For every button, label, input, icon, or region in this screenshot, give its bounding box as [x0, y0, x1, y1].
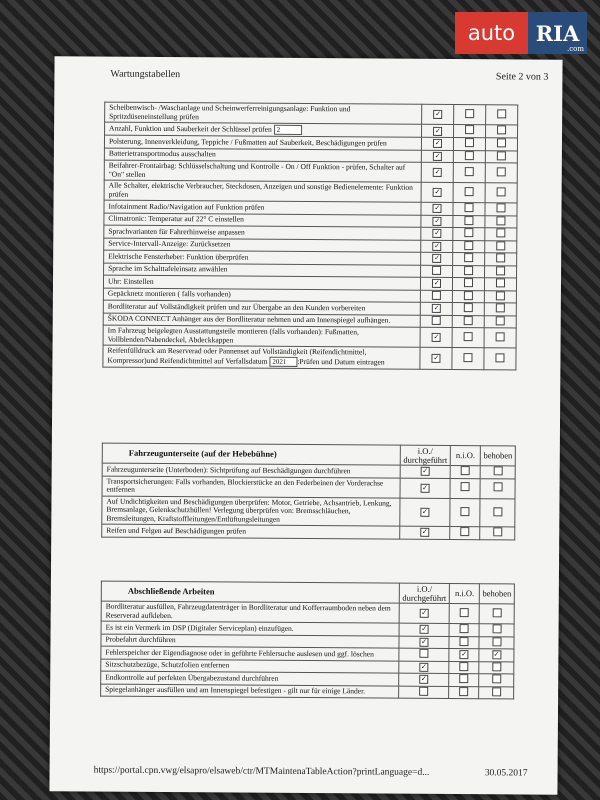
checkbox-cell [453, 278, 485, 291]
checkbox-cell [399, 661, 449, 674]
not-ok-checkbox[interactable] [460, 527, 469, 536]
logo-auto: auto [455, 12, 528, 54]
row-text: Spiegelanhänger ausfüllen und am Innenspiegel befestigen - gilt nur für einige Länder. [105, 684, 366, 696]
row-text: Anzahl, Funktion und Sauberkeit der Schlüssel prüfen [109, 123, 272, 134]
checkbox-cell [399, 603, 450, 623]
checkbox-cell [400, 498, 451, 527]
table-underbody [101, 443, 516, 540]
checkbox-cell [452, 348, 484, 370]
checkbox-cell [484, 328, 516, 348]
checkbox-cell [421, 277, 453, 290]
fixed-checkbox[interactable] [492, 662, 501, 671]
ok-checkbox[interactable] [420, 609, 429, 618]
checkbox-cell [485, 253, 517, 266]
checkbox-cell [453, 215, 485, 228]
checkbox-cell [479, 686, 514, 699]
not-ok-checkbox[interactable] [460, 650, 469, 659]
fixed-checkbox[interactable] [493, 507, 502, 516]
fixed-checkbox[interactable] [496, 228, 505, 237]
column-header: behoben [480, 446, 515, 466]
fixed-checkbox[interactable] [496, 332, 505, 341]
checkbox-cell [485, 215, 517, 228]
checkbox-cell [486, 105, 518, 125]
page-number: Seite 2 von 3 [495, 71, 549, 83]
checkbox-cell [449, 686, 479, 699]
checkbox-cell [453, 290, 485, 303]
not-ok-checkbox[interactable] [464, 241, 473, 250]
table-maintenance [102, 102, 518, 370]
not-ok-checkbox[interactable] [465, 187, 474, 196]
row-label [104, 180, 422, 202]
autoria-watermark-logo [455, 12, 587, 54]
table-row [103, 345, 516, 369]
checkbox-cell [449, 661, 479, 674]
column-header: i.O./ durchgeführt [400, 445, 451, 465]
value-input[interactable]: 2 [274, 125, 302, 135]
logo-ria [528, 12, 587, 54]
fixed-checkbox[interactable] [492, 608, 501, 617]
fixed-checkbox[interactable] [492, 687, 501, 696]
checkbox-cell [421, 215, 453, 228]
row-text: Service-Intervall-Anzeige: Zurücksetzen [108, 238, 231, 249]
checkbox-cell [453, 240, 485, 253]
row-text: Im Fahrzeug beigelegten Ausstattungsteile montieren (falls vorhanden): Fußmatten, Vollblenden/Nabendeckel, Abdeckkappen [107, 325, 359, 344]
ok-checkbox[interactable] [420, 528, 429, 537]
fixed-checkbox[interactable] [492, 624, 501, 633]
ok-checkbox[interactable] [433, 204, 442, 213]
checkbox-cell [480, 498, 515, 527]
checkbox-cell [486, 138, 518, 151]
row-label [104, 160, 422, 182]
row-text: Alle Schalter, elektrische Verbraucher, Steckdosen, Anzeigen und sonstige Bedienelemente: Funktion prüfen [108, 180, 413, 199]
fixed-checkbox[interactable] [496, 253, 505, 262]
row-text: Endkontrolle auf perfekten Übergabezustand durchführen [105, 672, 279, 683]
fixed-checkbox[interactable] [496, 266, 505, 275]
ok-checkbox[interactable] [432, 290, 441, 299]
checkbox-cell [479, 661, 514, 674]
checkbox-cell [422, 104, 454, 124]
table-row [102, 524, 515, 539]
fixed-checkbox[interactable] [497, 109, 506, 118]
row-text: Es ist ein Vermerk im DSP (Digitaler Serviceplan) einzufügen. [105, 622, 294, 633]
fixed-checkbox[interactable] [496, 353, 505, 362]
checkbox-cell [452, 328, 484, 348]
row-text: ŠKODA CONNECT Anhänger aus der Bordliteratur nehmen und am Innenspiegel aufhängen. [107, 313, 391, 325]
column-header: behoben [479, 584, 514, 604]
fixed-checkbox[interactable] [497, 138, 506, 147]
row-text: Elektrische Fensterheber: Funktion überprüfen [108, 251, 249, 262]
row-label [103, 325, 421, 347]
row-text: Beifahrer-Frontairbag: Schlüsselschaltung und Kontrolle - On / Off Funktion - prüfen, Schalter auf "On" stellen [108, 160, 406, 179]
checkbox-cell [479, 674, 514, 687]
checkbox-cell [400, 465, 450, 478]
not-ok-checkbox[interactable] [464, 278, 473, 287]
table-final-work [100, 581, 515, 700]
footer-url: https://portal.cpn.vwg/elsapro/elsaweb/ctr/MTMaintenaTableAction?printLanguage=d... [93, 765, 430, 778]
checkbox-cell [485, 278, 517, 291]
not-ok-checkbox[interactable] [465, 203, 474, 212]
checkbox-cell [484, 290, 516, 303]
column-header: n.i.O. [450, 584, 480, 604]
checkbox-cell [450, 466, 480, 479]
checkbox-cell [422, 150, 454, 163]
checkbox-cell [399, 648, 449, 661]
row-text: Reifen und Felgen auf Beschädigungen prüfen [106, 525, 247, 536]
checkbox-cell [449, 624, 479, 637]
row-text: Bordliteratur auf Vollständigkeit prüfen und zur Übergabe an den Kunden vorbereiten [107, 301, 366, 312]
checkbox-cell [453, 183, 485, 203]
ok-checkbox[interactable] [433, 229, 442, 238]
row-text: Scheibenwisch- /Waschanlage und Scheinwerferreinigungsanlage: Funktion und Spritzdüseneinstellung prüfen [109, 102, 351, 121]
fixed-checkbox[interactable] [496, 303, 505, 312]
row-label [101, 601, 399, 623]
ok-checkbox[interactable] [419, 649, 428, 658]
not-ok-checkbox[interactable] [464, 332, 473, 341]
checkbox-cell [453, 163, 485, 183]
row-text: Probefahrt durchführen [105, 634, 176, 645]
section-title: Fahrzeugunterseite (auf der Hebebühne) [102, 443, 400, 465]
checkbox-cell [454, 138, 486, 151]
checkbox-cell [484, 348, 516, 370]
fixed-checkbox[interactable] [492, 637, 501, 646]
not-ok-checkbox[interactable] [465, 125, 474, 134]
ok-checkbox[interactable] [419, 686, 428, 695]
ok-checkbox[interactable] [433, 152, 442, 161]
checkbox-cell [400, 478, 451, 498]
checkbox-cell [421, 182, 453, 202]
checkbox-cell [420, 327, 452, 347]
checkbox-cell [422, 124, 454, 137]
checkbox-cell [485, 265, 517, 278]
column-header: i.O./ durchgeführt [399, 583, 450, 603]
ok-checkbox[interactable] [421, 483, 430, 492]
not-ok-checkbox[interactable] [459, 662, 468, 671]
ok-checkbox[interactable] [420, 638, 429, 647]
fixed-checkbox[interactable] [493, 483, 502, 492]
ok-checkbox[interactable] [421, 467, 430, 476]
row-label [105, 102, 423, 124]
row-label [101, 684, 399, 699]
fixed-checkbox[interactable] [496, 216, 505, 225]
fixed-checkbox[interactable] [496, 241, 505, 250]
row-text: Transportsicherungen: Falls vorhanden, Blockierstücke an den Federbeinen der Vorderachse entfernen [106, 476, 384, 494]
fixed-checkbox[interactable] [492, 651, 501, 660]
checkbox-cell [453, 303, 485, 316]
value-input[interactable]: 2021 [269, 356, 297, 366]
not-ok-checkbox[interactable] [464, 303, 473, 312]
checkbox-cell [453, 253, 485, 266]
logo-domain: .com [567, 45, 584, 53]
not-ok-checkbox[interactable] [465, 216, 474, 225]
checkbox-cell [485, 183, 517, 203]
fixed-checkbox[interactable] [497, 151, 506, 160]
checkbox-cell [480, 466, 515, 479]
row-text: Bordliteratur ausfüllen, Fahrzeugdatenträger in Bordliteratur und Kofferraumboden neben dem Reserverad aufkleben. [105, 601, 391, 620]
footer-date: 30.05.2017 [484, 768, 528, 779]
not-ok-checkbox[interactable] [464, 253, 473, 262]
not-ok-checkbox[interactable] [460, 624, 469, 633]
not-ok-checkbox[interactable] [461, 482, 470, 491]
checkbox-cell [454, 125, 486, 138]
ok-checkbox[interactable] [433, 217, 442, 226]
ok-checkbox[interactable] [419, 675, 428, 684]
ok-checkbox[interactable] [420, 625, 429, 634]
row-text: Sitzschutzbezüge, Schutzfolien entfernen [105, 659, 230, 670]
ok-checkbox[interactable] [432, 315, 441, 324]
not-ok-checkbox[interactable] [460, 608, 469, 617]
checkbox-cell [485, 228, 517, 241]
checkbox-cell [484, 303, 516, 316]
checkbox-cell [485, 150, 517, 163]
document-page [49, 56, 562, 795]
fixed-checkbox[interactable] [496, 316, 505, 325]
row-text: Uhr: Einstellen [107, 276, 154, 286]
fixed-checkbox[interactable] [497, 167, 506, 176]
checkbox-cell [453, 203, 485, 216]
checkbox-cell [421, 315, 453, 328]
logo-ria-text: RIA [535, 20, 580, 46]
not-ok-checkbox[interactable] [465, 138, 474, 147]
fixed-checkbox[interactable] [496, 291, 505, 300]
checkbox-cell [453, 228, 485, 241]
checkbox-cell [454, 105, 486, 125]
row-text: Gepäcknetz montieren ( falls vorhanden) [107, 288, 231, 299]
checkbox-cell [421, 227, 453, 240]
ok-checkbox[interactable] [433, 126, 442, 135]
not-ok-checkbox[interactable] [464, 353, 473, 362]
checkbox-cell [399, 636, 449, 649]
fixed-checkbox[interactable] [497, 126, 506, 135]
checkbox-cell [450, 478, 480, 498]
checkbox-cell [421, 202, 453, 215]
not-ok-checkbox[interactable] [465, 109, 474, 118]
checkbox-cell [454, 150, 486, 163]
fixed-checkbox[interactable] [496, 278, 505, 287]
ok-checkbox[interactable] [432, 354, 441, 363]
fixed-checkbox[interactable] [493, 466, 502, 475]
checkbox-cell [422, 162, 454, 182]
checkbox-cell [485, 203, 517, 216]
table-row [102, 496, 515, 527]
checkbox-cell [449, 649, 479, 662]
not-ok-checkbox[interactable] [464, 291, 473, 300]
not-ok-checkbox[interactable] [465, 167, 474, 176]
row-text: Fehlerspeicher der Eigendiagnose oder in geführte Fehlersuche auslesen und ggf. löschen [105, 647, 374, 658]
ok-checkbox[interactable] [419, 663, 428, 672]
fixed-checkbox[interactable] [492, 674, 501, 683]
checkbox-cell [421, 252, 453, 265]
fixed-checkbox[interactable] [497, 187, 506, 196]
checkbox-cell [485, 163, 517, 183]
row-text: Climatronic: Temperatur auf 22° C einstellen [108, 213, 244, 224]
ok-checkbox[interactable] [433, 139, 442, 148]
ok-checkbox[interactable] [432, 333, 441, 342]
ok-checkbox[interactable] [434, 110, 443, 119]
row-text: Polsterung, Innenverkleidung, Teppiche / Fußmatten auf Sauberkeit, Beschädigungen prüfen [108, 136, 387, 148]
checkbox-cell [449, 674, 479, 687]
checkbox-cell [479, 604, 514, 624]
not-ok-checkbox[interactable] [464, 266, 473, 275]
checkbox-cell [480, 478, 515, 498]
section-title: Abschließende Arbeiten [101, 581, 399, 603]
ok-checkbox[interactable] [432, 279, 441, 288]
row-label [102, 496, 400, 527]
ok-checkbox[interactable] [433, 168, 442, 177]
page-title: Wartungstabellen [110, 68, 181, 81]
checkbox-cell [421, 240, 453, 253]
not-ok-checkbox[interactable] [465, 151, 474, 160]
row-text: Fahrzeugunterseite (Unterboden): Sichtprüfung auf Beschädigungen durchführen [106, 464, 351, 475]
row-text: Sprache im Schalttafeleinsatz anwählen [108, 263, 228, 274]
row-text: Batterietransportmodus ausschalten [108, 148, 216, 159]
checkbox-cell [421, 265, 453, 278]
row-label [102, 476, 400, 498]
ok-checkbox[interactable] [432, 304, 441, 313]
checkbox-cell [421, 290, 453, 303]
checkbox-cell [479, 636, 514, 649]
checkbox-cell [398, 686, 448, 699]
row-label [102, 524, 400, 539]
checkbox-cell [450, 527, 480, 540]
table-row [101, 684, 514, 699]
not-ok-checkbox[interactable] [459, 674, 468, 683]
checkbox-cell [479, 649, 514, 662]
checkbox-cell [480, 527, 515, 540]
checkbox-cell [484, 315, 516, 328]
not-ok-checkbox[interactable] [464, 316, 473, 325]
fixed-checkbox[interactable] [497, 203, 506, 212]
not-ok-checkbox[interactable] [461, 466, 470, 475]
checkbox-cell [422, 137, 454, 150]
checkbox-cell [450, 498, 480, 527]
row-text: Reifenfülldruck am Reserverad oder Pannenset auf Vollständigkeit (Reifendichtmittel, Kompressor)und Reifendichtmittel auf Verfallsdatum [107, 345, 367, 366]
checkbox-cell [452, 315, 484, 328]
column-header: n.i.O. [450, 446, 480, 466]
fixed-checkbox[interactable] [493, 527, 502, 536]
not-ok-checkbox[interactable] [460, 637, 469, 646]
not-ok-checkbox[interactable] [459, 687, 468, 696]
checkbox-cell [400, 526, 450, 539]
row-text: Auf Undichtigkeiten und Beschädigungen überprüfen: Motor, Getriebe, Achsantrieb, Lenkung, Bremsanlage, Gelenkschutzhüllen! Verlegung überprüfen von: Bremsschläuchen, Bremsleitungen, Kraftstoffleitungen/Entlüftungsleitungen [106, 496, 392, 524]
checkbox-cell [449, 636, 479, 649]
checkbox-cell [399, 623, 449, 636]
row-suffix: :Prüfen und Datum eintragen [297, 356, 385, 367]
row-text: Infotainment Radio/Navigation auf Funktion prüfen [108, 201, 265, 212]
row-text: Sprachvarianten für Fahrerhinweise anpassen [108, 226, 245, 237]
checkbox-cell [399, 673, 449, 686]
checkbox-cell [421, 302, 453, 315]
checkbox-cell [453, 265, 485, 278]
checkbox-cell [449, 604, 479, 624]
ok-checkbox[interactable] [433, 242, 442, 251]
ok-checkbox[interactable] [432, 254, 441, 263]
checkbox-cell [420, 347, 452, 369]
checkbox-cell [485, 240, 517, 253]
row-label [103, 345, 421, 369]
not-ok-checkbox[interactable] [461, 507, 470, 516]
ok-checkbox[interactable] [420, 508, 429, 517]
checkbox-cell [486, 125, 518, 138]
ok-checkbox[interactable] [433, 188, 442, 197]
not-ok-checkbox[interactable] [465, 228, 474, 237]
ok-checkbox[interactable] [432, 265, 441, 274]
checkbox-cell [479, 624, 514, 637]
